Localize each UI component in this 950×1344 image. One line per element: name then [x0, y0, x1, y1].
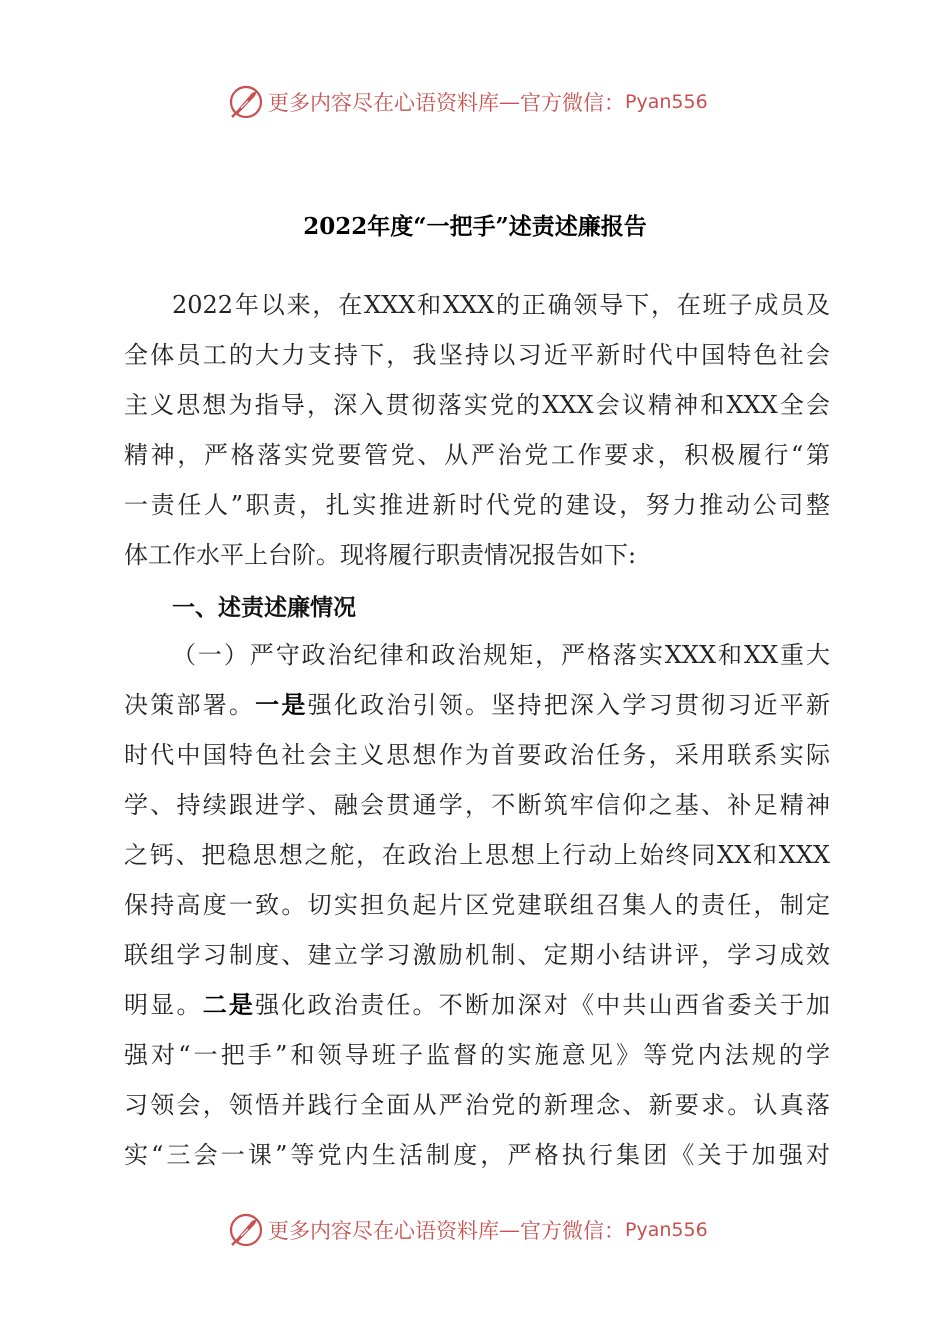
- subsection-line: 实“三会一课”等党内生活制度，严格执行集团《关于加强对: [124, 1141, 830, 1169]
- subsection-paragraph: [124, 630, 830, 1180]
- subsection-line: 时代中国特色社会主义思想作为首要政治任务，采用联系实际: [124, 741, 830, 769]
- intro-paragraph: [124, 280, 830, 580]
- watermark-text: 更多内容尽在心语资料库: [268, 91, 499, 115]
- intro-line: 一责任人”职责，扎实推进新时代党的建设，努力推动公司整: [124, 491, 830, 519]
- quill-pen-logo-icon: [228, 84, 264, 120]
- subsection-line: 强对“一把手”和领导班子监督的实施意见》等党内法规的学: [124, 1041, 830, 1069]
- subsection-line: 学、持续跟进学、融会贯通学，不断筑牢信仰之基、补足精神: [124, 791, 830, 819]
- line-text: 强化政治引领。坚持把深入学习贯彻习近平新: [307, 691, 830, 719]
- line-text: 决策部署。: [124, 691, 256, 719]
- intro-line: 体工作水平上台阶。现将履行职责情况报告如下:: [124, 541, 637, 569]
- watermark-text: 更多内容尽在心语资料库: [268, 1219, 499, 1243]
- subsection-line: [124, 980, 830, 1030]
- lead-phrase: 二是: [202, 991, 256, 1019]
- line-text: 明显。: [124, 991, 203, 1019]
- subsection-line: 保持高度一致。切实担负起片区党建联组召集人的责任，制定: [124, 891, 830, 919]
- line-text: 强化政治责任。不断加深对《中共山西省委关于加: [255, 991, 830, 1019]
- watermark-wechat-id: Pyan556: [625, 91, 708, 113]
- subsection-line: 之钙、把稳思想之舵，在政治上思想上行动上始终同XX和XXX: [124, 841, 830, 869]
- watermark-wechat-label: 官方微信：: [520, 91, 625, 115]
- intro-line: 2022年以来，在XXX和XXX的正确领导下，在班子成员及: [172, 291, 830, 319]
- watermark-dash: —: [499, 1218, 520, 1242]
- watermark-wechat-id: Pyan556: [625, 1219, 708, 1241]
- intro-line: 主义思想为指导，深入贯彻落实党的XXX会议精神和XXX全会: [124, 391, 830, 419]
- intro-line: 全体员工的大力支持下，我坚持以习近平新时代中国特色社会: [124, 341, 830, 369]
- subsection-line: （一）严守政治纪律和政治规矩，严格落实XXX和XX重大: [172, 641, 830, 669]
- section-heading: 一、述责述廉情况: [172, 595, 356, 621]
- subsection-line: [124, 680, 830, 730]
- watermark-wechat-label: 官方微信：: [520, 1219, 625, 1243]
- subsection-line: 联组学习制度、建立学习激励机制、定期小结讲评，学习成效: [124, 941, 830, 969]
- watermark-banner-bottom: [228, 1210, 708, 1250]
- lead-phrase: 一是: [255, 691, 308, 719]
- intro-line: 精神，严格落实党要管党、从严治党工作要求，积极履行“第: [124, 441, 830, 469]
- watermark-dash: —: [499, 90, 520, 114]
- watermark-banner-top: [228, 82, 708, 122]
- subsection-line: 习领会，领悟并践行全面从严治党的新理念、新要求。认真落: [124, 1091, 830, 1119]
- quill-pen-logo-icon: [228, 1212, 264, 1248]
- document-title: 2022年度“一把手”述责述廉报告: [303, 213, 647, 240]
